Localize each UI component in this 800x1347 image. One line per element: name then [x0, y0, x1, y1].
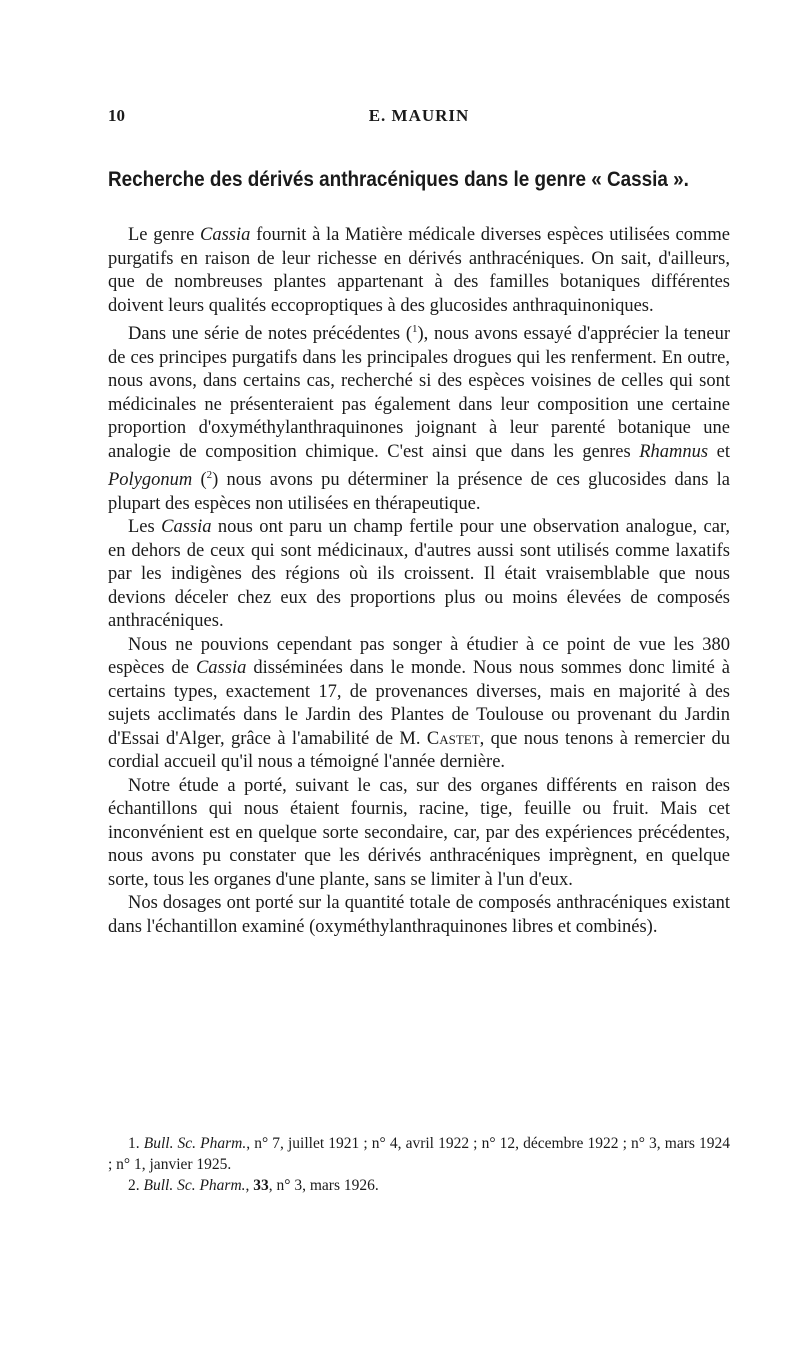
page-number: 10	[108, 106, 125, 125]
paragraph: Les Cassia nous ont paru un champ fertile pour une observation analogue, car, en dehors de ceux qui sont médicinaux, d'autres aussi sont utilisés comme laxatifs par les indigènes des régions où ils croissent. Il était vraisemblable que nous devions déceler chez eux des proportions plus ou moins élevées de composés anthracéniques.	[108, 517, 730, 632]
running-head-author: E. MAURIN	[368, 106, 470, 125]
paragraph: Nos dosages ont porté sur la quantité totale de composés anthracéniques existant dans l'échantillon examiné (oxyméthylanthraquinones libres et combinés).	[108, 893, 730, 937]
genus-name: Polygonum	[108, 470, 193, 491]
paragraph: Notre étude a porté, suivant le cas, sur des organes différents en raison des échantillons qui nous étaient fournis, racine, tige, feuille ou fruit. Mais cet inconvénient est en quelque sorte secondaire, car, par des expériences précédentes, nous avons pu constater que les dérivés anthracéniques imprègnent, en quelque sorte, tous les organes d'une plante, sans se limiter à l'un d'eux.	[108, 775, 730, 890]
footnotes	[108, 1133, 730, 1196]
genus-name: Cassia	[199, 225, 251, 245]
genus-name: Cassia	[195, 658, 247, 679]
running-header	[108, 106, 730, 130]
body-text	[108, 224, 730, 939]
paragraph: Dans une série de notes précédentes ($^1$), nous avons essayé d'apprécier la teneur de ces principes purgatifs dans les principales drogues qui les renferment. En outre, nous avons, dans certains cas, recherché si des espèces voisines de celles qui sont médicinales ne présenteraient pas également dans leur composition une certaine proportion d'oxyméthylanthraquinones joignant à leur parenté botanique une analogie de composition chimique. C'est ainsi que dans les genres Rhamnus et Polygonum ($^2$) nous avons pu déterminer la présence de ces glucosides dans la plupart des espèces non utilisées en thérapeutique.	[108, 323, 730, 514]
genus-name: Rhamnus	[639, 441, 709, 462]
footnote: 2. Bull. Sc. Pharm., 33, n° 3, mars 1926.	[128, 1177, 379, 1194]
person-name: Castet	[426, 728, 480, 749]
section-title: Recherche des dérivés anthracéniques dans le genre « Cassia ».	[108, 168, 689, 191]
paragraph: Le genre Cassia fournit à la Matière médicale diverses espèces utilisées comme purgatifs en raison de leur richesse en dérivés anthracéniques. On sait, d'ailleurs, que de nombreuses plantes appartenant à des familles botaniques différentes doivent leurs qualités eccoproptiques à des glucosides anthraquinoniques.	[108, 225, 730, 316]
footnote-ref: 2	[206, 469, 213, 482]
genus-name: Cassia	[161, 517, 212, 538]
footnote-ref: 1	[411, 323, 418, 335]
footnote: 1. Bull. Sc. Pharm., n° 7, juillet 1921 ; n° 4, avril 1922 ; n° 12, décembre 1922 ; n° 3, mars 1924 ; n° 1, janvier 1925.	[108, 1135, 731, 1173]
paragraph: Nous ne pouvions cependant pas songer à étudier à ce point de vue les 380 espèces de Cassia disséminées dans le monde. Nous nous sommes donc limité à certains types, exactement 17, de provenances diverses, mais en majorité à des sujets acclimatés dans le Jardin des Plantes de Toulouse ou provenant du Jardin d'Essai d'Alger, grâce à l'amabilité de M. Castet, que nous tenons à remercier du cordial accueil qu'il nous a témoigné l'année dernière.	[108, 634, 730, 773]
